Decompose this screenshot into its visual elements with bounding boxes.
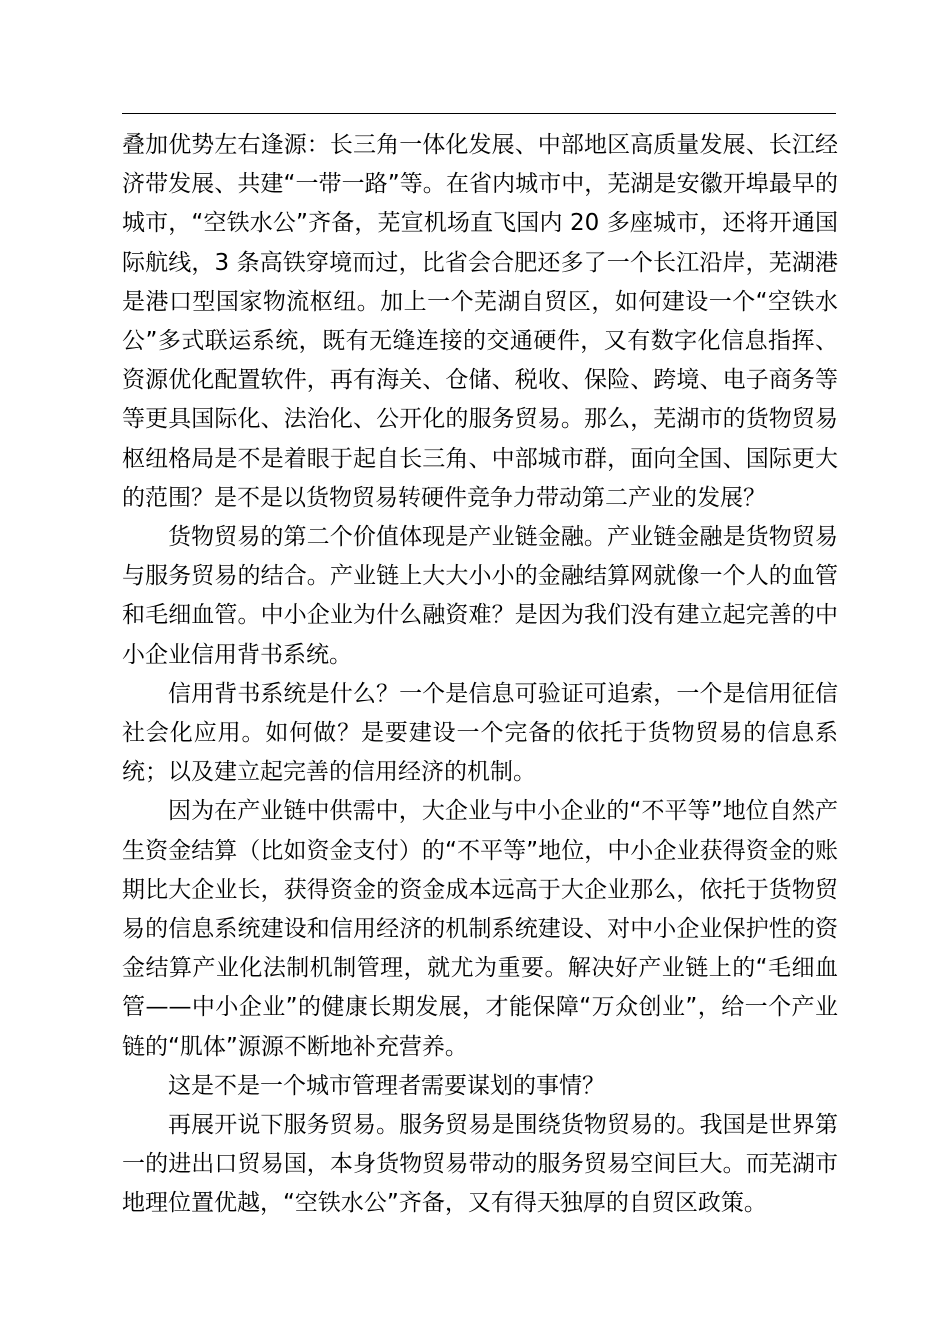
paragraph-sme-settlement: 因为在产业链中供需中，大企业与中小企业的“不平等”地位自然产生资金结算（比如资金支付）的“不平等”地位，中小企业获得资金的账期比大企业长，获得资金的资金成本远高于大企业那么，依托于货物贸易的信息系统建设和信用经济的机制系统建设、对中小企业保护性的资金结算产业化法制机制管理，就尤为重要。解决好产业链上的“毛细血管——中小企业”的健康长期发展，才能保障“万众创业”，给一个产业链的“肌体”源源不断地补充营养。 xyxy=(122,798,838,1060)
paragraph-city-question: 这是不是一个城市管理者需要谋划的事情？ xyxy=(168,1072,605,1099)
paragraph-service-trade: 再展开说下服务贸易。服务贸易是围绕货物贸易的。我国是世界第一的进出口贸易国，本身货物贸易带动的服务贸易空间巨大。而芜湖市地理位置优越，“空铁水公”齐备，又有得天独厚的自贸区政策。 xyxy=(122,1112,838,1217)
paragraph-credit-endorsement: 信用背书系统是什么？一个是信息可验证可追索，一个是信用征信社会化应用。如何做？是要建设一个完备的依托于货物贸易的信息系统；以及建立起完善的信用经济的机制。 xyxy=(122,680,838,786)
header-rule xyxy=(122,113,836,114)
paragraph-industry-chain-finance: 货物贸易的第二个价值体现是产业链金融。产业链金融是货物贸易与服务贸易的结合。产业链上大大小小的金融结算网就像一个人的血管和毛细血管。中小企业为什么融资难？是因为我们没有建立起完善的中小企业信用背书系统。 xyxy=(122,524,838,668)
document-body xyxy=(122,126,838,1224)
paragraph-continuation: 叠加优势左右逢源：长三角一体化发展、中部地区高质量发展、长江经济带发展、共建“一带一路”等。在省内城市中，芜湖是安徽开埠最早的城市，“空铁水公”齐备，芜宣机场直飞国内 20 多座城市，还将开通国际航线，3 条高铁穿境而过，比省会合肥还多了一个长江沿岸，芜湖港是港口型国家物流枢纽。加上一个芜湖自贸区，如何建设一个“空铁水公”多式联运系统，既有无缝连接的交通硬件，又有数字化信息指挥、资源优化配置软件，再有海关、仓储、税收、保险、跨境、电子商务等等更具国际化、法治化、公开化的服务贸易。那么，芜湖市的货物贸易枢纽格局是不是着眼于起自长三角、中部城市群，面向全国、国际更大的范围？是不是以货物贸易转硬件竞争力带动第二产业的发展？ xyxy=(122,132,838,511)
